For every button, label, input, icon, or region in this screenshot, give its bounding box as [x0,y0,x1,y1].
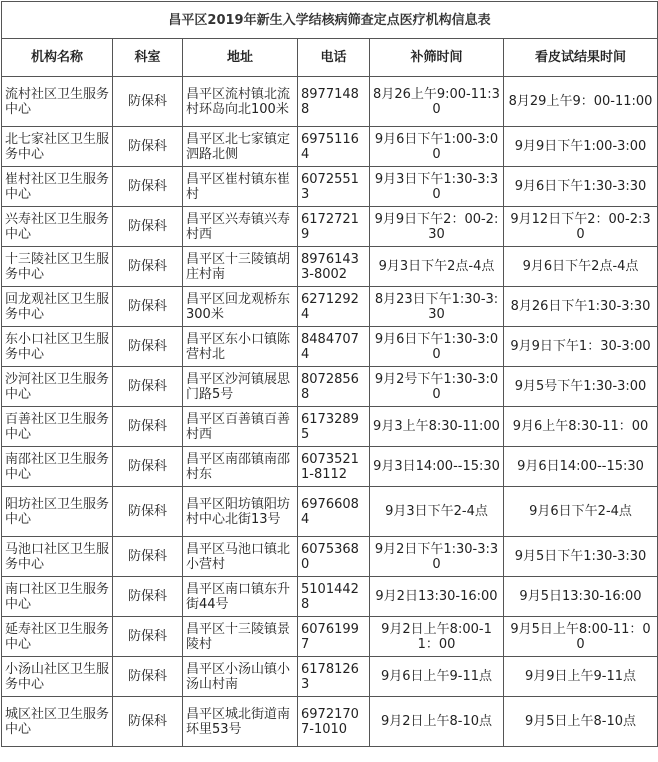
cell-name: 流村社区卫生服务中心 [2,77,113,127]
cell-dept: 防保科 [113,247,183,287]
table-title-row [2,2,658,39]
table-row [2,247,658,287]
cell-name: 兴寿社区卫生服务中心 [2,207,113,247]
cell-address: 昌平区百善镇百善村西 [183,407,298,447]
cell-dept: 防保科 [113,167,183,207]
cell-result-time: 9月6日下午2点-4点 [504,247,658,287]
table-row [2,487,658,537]
cell-makeup-time: 9月2日上午8-10点 [370,697,504,747]
cell-phone: 69766084 [298,487,370,537]
cell-phone: 60761997 [298,617,370,657]
cell-address: 昌平区流村镇北流村环岛向北100米 [183,77,298,127]
cell-name: 回龙观社区卫生服务中心 [2,287,113,327]
cell-result-time: 8月29上午9：00-11:00 [504,77,658,127]
cell-address: 昌平区南邵镇南邵村东 [183,447,298,487]
cell-address: 昌平区北七家镇定泗路北侧 [183,127,298,167]
cell-makeup-time: 9月6日下午1:00-3:00 [370,127,504,167]
cell-name: 沙河社区卫生服务中心 [2,367,113,407]
cell-dept: 防保科 [113,127,183,167]
cell-name: 百善社区卫生服务中心 [2,407,113,447]
cell-result-time: 9月6上午8:30-11：00 [504,407,658,447]
cell-result-time: 9月5日13:30-16:00 [504,577,658,617]
header-result-time: 看皮试结果时间 [504,39,658,77]
cell-address: 昌平区南口镇东升街44号 [183,577,298,617]
cell-phone: 61781263 [298,657,370,697]
cell-result-time: 9月6日下午2-4点 [504,487,658,537]
cell-makeup-time: 8月26上午9:00-11:30 [370,77,504,127]
cell-result-time: 9月9日下午1:00-3:00 [504,127,658,167]
cell-result-time: 9月9日下午1：30-3:00 [504,327,658,367]
cell-dept: 防保科 [113,77,183,127]
cell-makeup-time: 9月3上午8:30-11:00 [370,407,504,447]
table-row [2,447,658,487]
cell-makeup-time: 9月3日14:00--15:30 [370,447,504,487]
table-row [2,287,658,327]
cell-makeup-time: 9月3日下午2点-4点 [370,247,504,287]
cell-result-time: 9月9日上午9-11点 [504,657,658,697]
cell-phone: 80728568 [298,367,370,407]
cell-makeup-time: 9月2日下午1:30-3:30 [370,537,504,577]
cell-name: 延寿社区卫生服务中心 [2,617,113,657]
cell-result-time: 9月5日下午1:30-3:30 [504,537,658,577]
cell-dept: 防保科 [113,697,183,747]
table-row [2,407,658,447]
cell-makeup-time: 9月6日下午1:30-3:00 [370,327,504,367]
cell-address: 昌平区沙河镇展思门路5号 [183,367,298,407]
cell-address: 昌平区崔村镇东崔村 [183,167,298,207]
table-row [2,537,658,577]
cell-dept: 防保科 [113,617,183,657]
header-address: 地址 [183,39,298,77]
header-dept: 科室 [113,39,183,77]
table-body [2,77,658,747]
document-page [0,1,658,762]
cell-result-time: 9月5日上午8-10点 [504,697,658,747]
cell-phone: 84847074 [298,327,370,367]
cell-makeup-time: 9月3日下午1:30-3:30 [370,167,504,207]
cell-address: 昌平区阳坊镇阳坊村中心北街13号 [183,487,298,537]
cell-dept: 防保科 [113,447,183,487]
cell-address: 昌平区小汤山镇小汤山村南 [183,657,298,697]
cell-phone: 61727219 [298,207,370,247]
table-row [2,327,658,367]
header-phone: 电话 [298,39,370,77]
cell-phone: 60725513 [298,167,370,207]
header-name: 机构名称 [2,39,113,77]
cell-phone: 69721707-1010 [298,697,370,747]
cell-dept: 防保科 [113,327,183,367]
cell-name: 北七家社区卫生服务中心 [2,127,113,167]
cell-phone: 62712924 [298,287,370,327]
cell-dept: 防保科 [113,577,183,617]
cell-dept: 防保科 [113,657,183,697]
table-row [2,697,658,747]
table-row [2,617,658,657]
cell-name: 城区社区卫生服务中心 [2,697,113,747]
table-title: 昌平区2019年新生入学结核病筛查定点医疗机构信息表 [2,2,658,39]
table-row [2,127,658,167]
cell-address: 昌平区兴寿镇兴寿村西 [183,207,298,247]
cell-makeup-time: 9月2号下午1:30-3:00 [370,367,504,407]
cell-phone: 61732895 [298,407,370,447]
table-row [2,77,658,127]
cell-phone: 69751164 [298,127,370,167]
cell-phone: 89771488 [298,77,370,127]
table-header-row [2,39,658,77]
cell-address: 昌平区十三陵镇景陵村 [183,617,298,657]
cell-dept: 防保科 [113,407,183,447]
cell-name: 东小口社区卫生服务中心 [2,327,113,367]
cell-name: 南邵社区卫生服务中心 [2,447,113,487]
table-row [2,167,658,207]
cell-makeup-time: 9月9日下午2：00-2:30 [370,207,504,247]
cell-result-time: 8月26日下午1:30-3:30 [504,287,658,327]
cell-phone: 89761433-8002 [298,247,370,287]
table-row [2,207,658,247]
cell-phone: 60735211-8112 [298,447,370,487]
cell-address: 昌平区城北街道南环里53号 [183,697,298,747]
cell-dept: 防保科 [113,207,183,247]
table-row [2,577,658,617]
cell-name: 小汤山社区卫生服务中心 [2,657,113,697]
cell-makeup-time: 9月3日下午2-4点 [370,487,504,537]
cell-address: 昌平区东小口镇陈营村北 [183,327,298,367]
cell-result-time: 9月6日14:00--15:30 [504,447,658,487]
cell-makeup-time: 9月2日上午8:00-11：00 [370,617,504,657]
cell-result-time: 9月6日下午1:30-3:30 [504,167,658,207]
cell-phone: 60753680 [298,537,370,577]
cell-name: 阳坊社区卫生服务中心 [2,487,113,537]
cell-dept: 防保科 [113,367,183,407]
cell-name: 十三陵社区卫生服务中心 [2,247,113,287]
cell-dept: 防保科 [113,287,183,327]
cell-address: 昌平区十三陵镇胡庄村南 [183,247,298,287]
cell-result-time: 9月5日上午8:00-11：00 [504,617,658,657]
cell-makeup-time: 8月23日下午1:30-3:30 [370,287,504,327]
header-makeup-time: 补筛时间 [370,39,504,77]
cell-name: 南口社区卫生服务中心 [2,577,113,617]
cell-makeup-time: 9月2日13:30-16:00 [370,577,504,617]
institution-info-table [1,1,658,747]
table-row [2,367,658,407]
cell-result-time: 9月5号下午1:30-3:00 [504,367,658,407]
table-row [2,657,658,697]
cell-name: 马池口社区卫生服务中心 [2,537,113,577]
cell-phone: 51014428 [298,577,370,617]
cell-dept: 防保科 [113,487,183,537]
cell-address: 昌平区马池口镇北小营村 [183,537,298,577]
cell-address: 昌平区回龙观桥东300米 [183,287,298,327]
cell-name: 崔村社区卫生服务中心 [2,167,113,207]
cell-result-time: 9月12日下午2：00-2:30 [504,207,658,247]
cell-makeup-time: 9月6日上午9-11点 [370,657,504,697]
cell-dept: 防保科 [113,537,183,577]
